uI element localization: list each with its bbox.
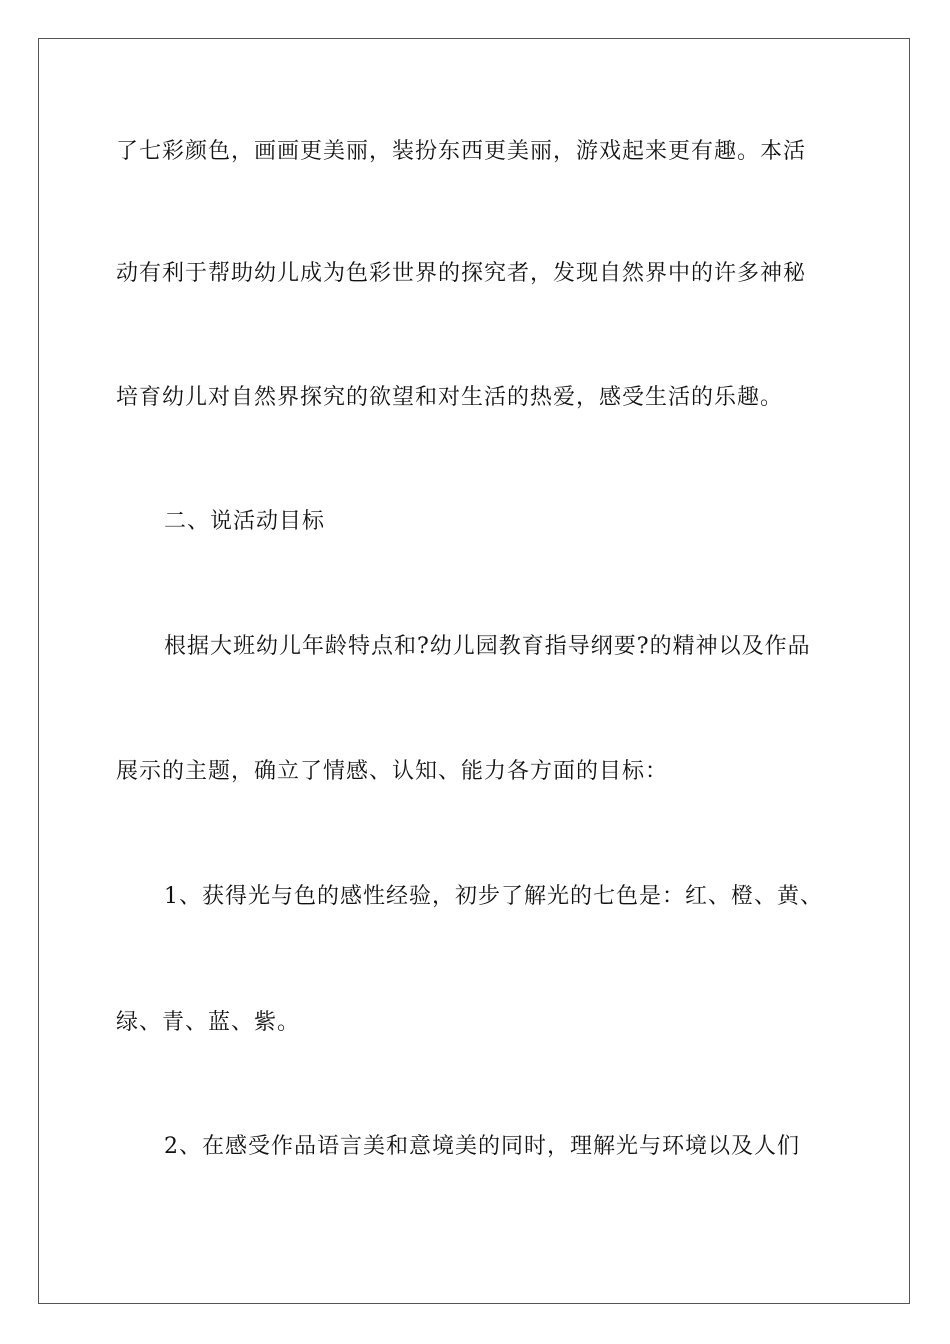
paragraph-line-2: 动有利于帮助幼儿成为色彩世界的探究者，发现自然界中的许多神秘: [116, 261, 807, 286]
paragraph-line-1: 了七彩颜色，画画更美丽，装扮东西更美丽，游戏起来更有趣。本活: [116, 139, 807, 164]
list-item-1-line-2: 绿、青、蓝、紫。: [116, 1010, 301, 1035]
paragraph-line-4: 根据大班幼儿年龄特点和?幼儿园教育指导纲要?的精神以及作品: [164, 634, 811, 659]
section-heading: 二、说活动目标: [164, 509, 326, 534]
list-item-1-line-1: 1、获得光与色的感性经验，初步了解光的七色是：红、橙、黄、: [164, 884, 823, 909]
paragraph-line-5: 展示的主题，确立了情感、认知、能力各方面的目标：: [116, 759, 669, 784]
list-item-2-line-1: 2、在感受作品语言美和意境美的同时，理解光与环境以及人们: [164, 1134, 800, 1159]
paragraph-line-3: 培育幼儿对自然界探究的欲望和对生活的热爱，感受生活的乐趣。: [116, 385, 784, 410]
page-border: [38, 38, 910, 1304]
